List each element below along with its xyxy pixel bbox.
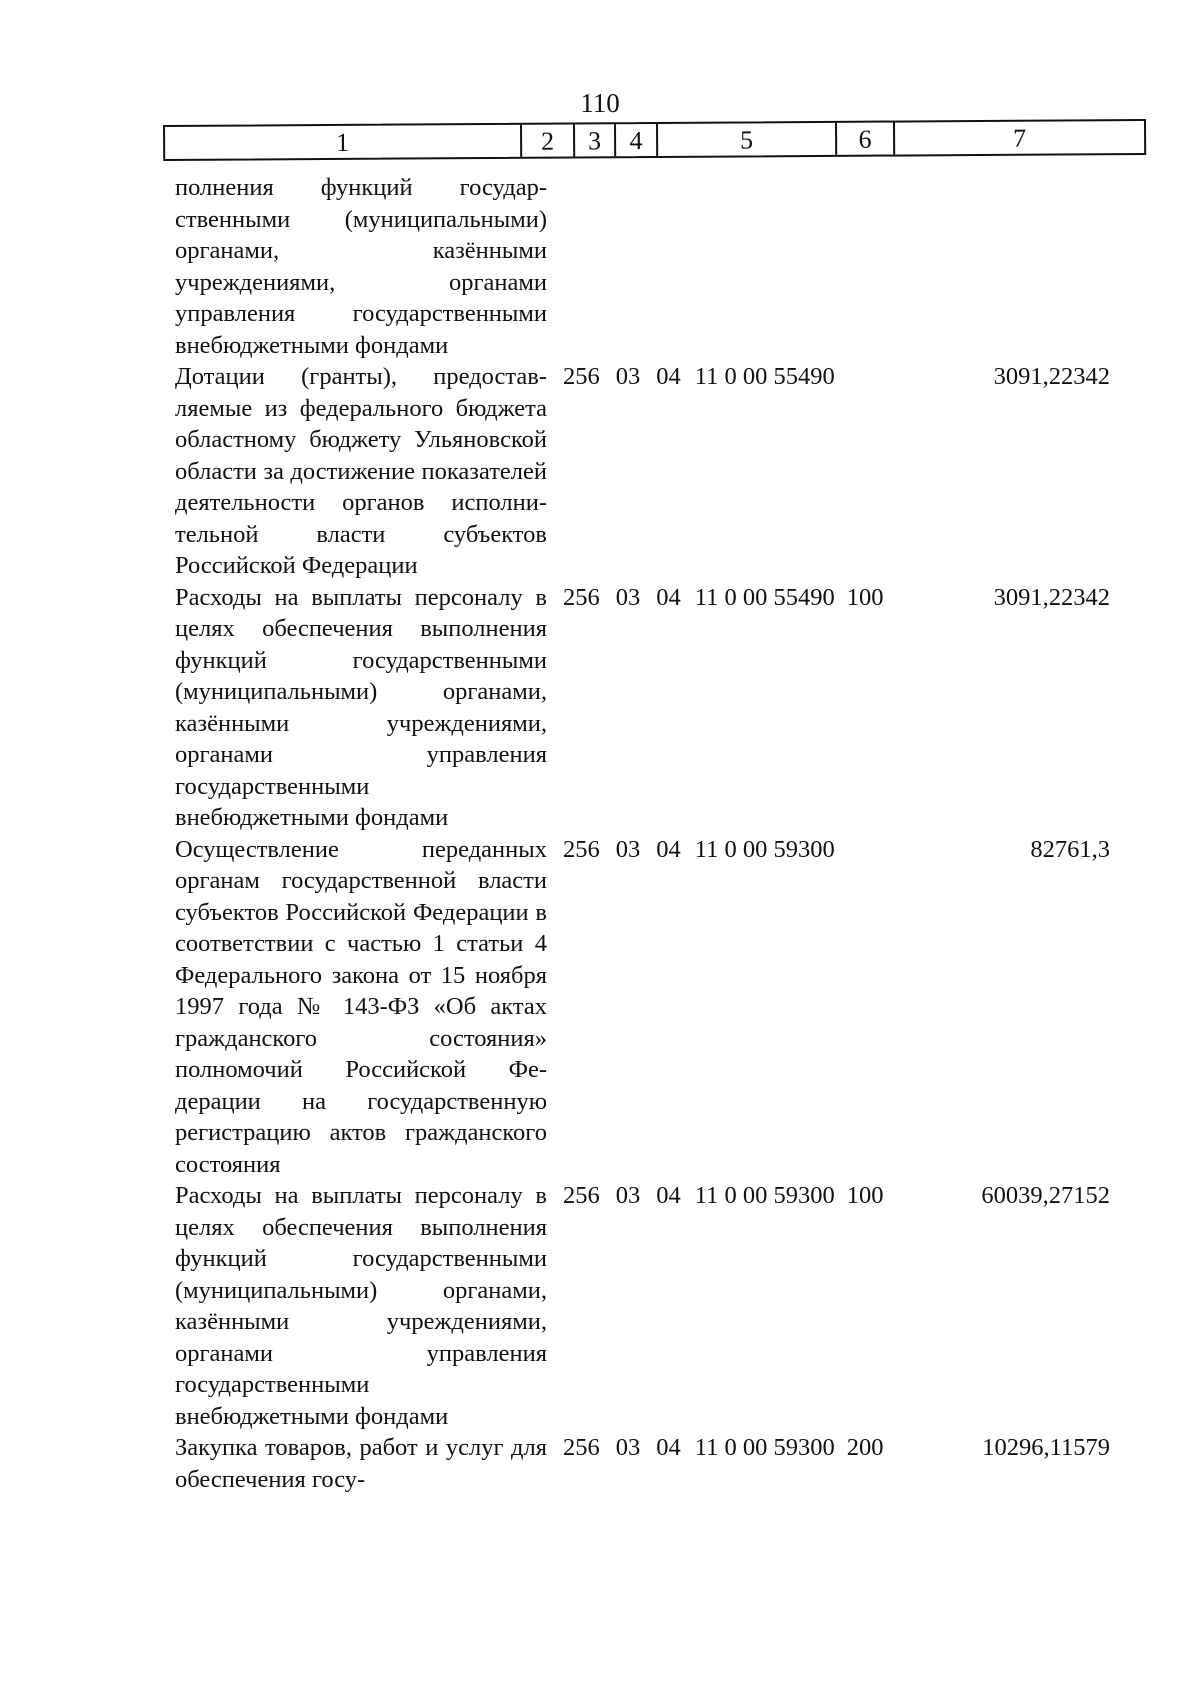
code-col-2: 256 [563,363,600,390]
code-col-5: 11 0 00 59300 [694,1434,835,1461]
code-col-2: 256 [563,835,600,863]
code-col-4: 04 [656,363,681,390]
code-col-4: 04 [656,1182,681,1209]
code-col-3: 03 [615,835,641,863]
page-number: 110 [580,88,620,118]
table-row [175,1180,1150,1432]
header-col-3: 3 [575,124,616,156]
code-col-3: 03 [615,1434,641,1461]
code-col-4: 04 [656,583,681,611]
code-col-2: 256 [563,1182,600,1209]
table-row [175,1432,1150,1495]
table-header [163,119,1146,161]
code-col-3: 03 [615,1182,641,1209]
code-col-3: 03 [615,363,641,390]
code-col-3: 03 [615,583,641,611]
header-col-4: 4 [616,124,658,156]
table-row [175,361,1150,582]
code-col-6: 100 [846,583,884,611]
row-codes [563,172,635,204]
code-col-5: 11 0 00 55490 [694,363,835,390]
code-col-2: 256 [563,583,600,611]
code-col-5: 11 0 00 59300 [694,1182,835,1209]
table-body [175,172,1150,1495]
row-amount: 60039,27152 [981,1182,1110,1209]
code-col-2: 256 [563,1434,600,1461]
row-amount: 10296,11579 [982,1434,1110,1461]
table-row [175,172,1150,361]
row-codes [563,834,861,866]
header-col-1: 1 [165,125,522,159]
code-col-4: 04 [656,835,681,863]
code-col-6: 100 [846,1182,884,1209]
row-codes [563,1432,897,1464]
row-description: Дотации (гранты), предоставляемые из федерального бюджета областному бюджету Ульяновской области за достижение показателей деятельности органов исполнительной власти субъектов Российской Федерации [175,363,547,579]
header-col-2: 2 [522,124,575,156]
table-row [175,582,1150,834]
code-col-5: 11 0 00 55490 [694,583,835,611]
table-row [175,834,1150,1181]
row-codes [563,361,861,393]
row-description: Закупка товаров, работ и услуг для обеспечения госу- [175,1434,547,1493]
header-col-7: 7 [1013,123,1027,153]
code-col-6: 200 [846,1434,884,1461]
row-description: Расходы на выплаты персоналу в целях обеспечения выполнения функций государственными (муниципальными) органами, казёнными учреждениями, органами управления государственными внебюджетными фондами [175,583,547,831]
row-description: Расходы на выплаты персоналу в целях обеспечения выполнения функций государственными (муниципальными) органами, казёнными учреждениями, органами управления государственными внебюджетными фондами [175,1182,547,1430]
row-description: полнения функций государственными (муниципальными) органами, казёнными учреждениями, органами управления государственными внебюджетными фондами [175,174,547,359]
row-codes [563,582,897,614]
row-codes [563,1180,897,1212]
row-description: Осуществление переданных органам государственной власти субъектов Российской Федерации в соответствии с частью 1 статьи 4 Федерального закона от 15 ноября 1997 года № 143-ФЗ «Об актах гражданского состояния» полномочий Российской Федерации на государственную регистрацию актов гражданского состояния [175,835,547,1178]
row-amount: 82761,3 [1030,835,1110,863]
row-amount: 3091,22342 [993,583,1110,611]
code-col-4: 04 [656,1434,681,1461]
header-col-5: 5 [658,123,837,156]
row-amount: 3091,22342 [993,363,1110,390]
header-col-6: 6 [837,123,895,155]
code-col-5: 11 0 00 59300 [694,835,835,863]
